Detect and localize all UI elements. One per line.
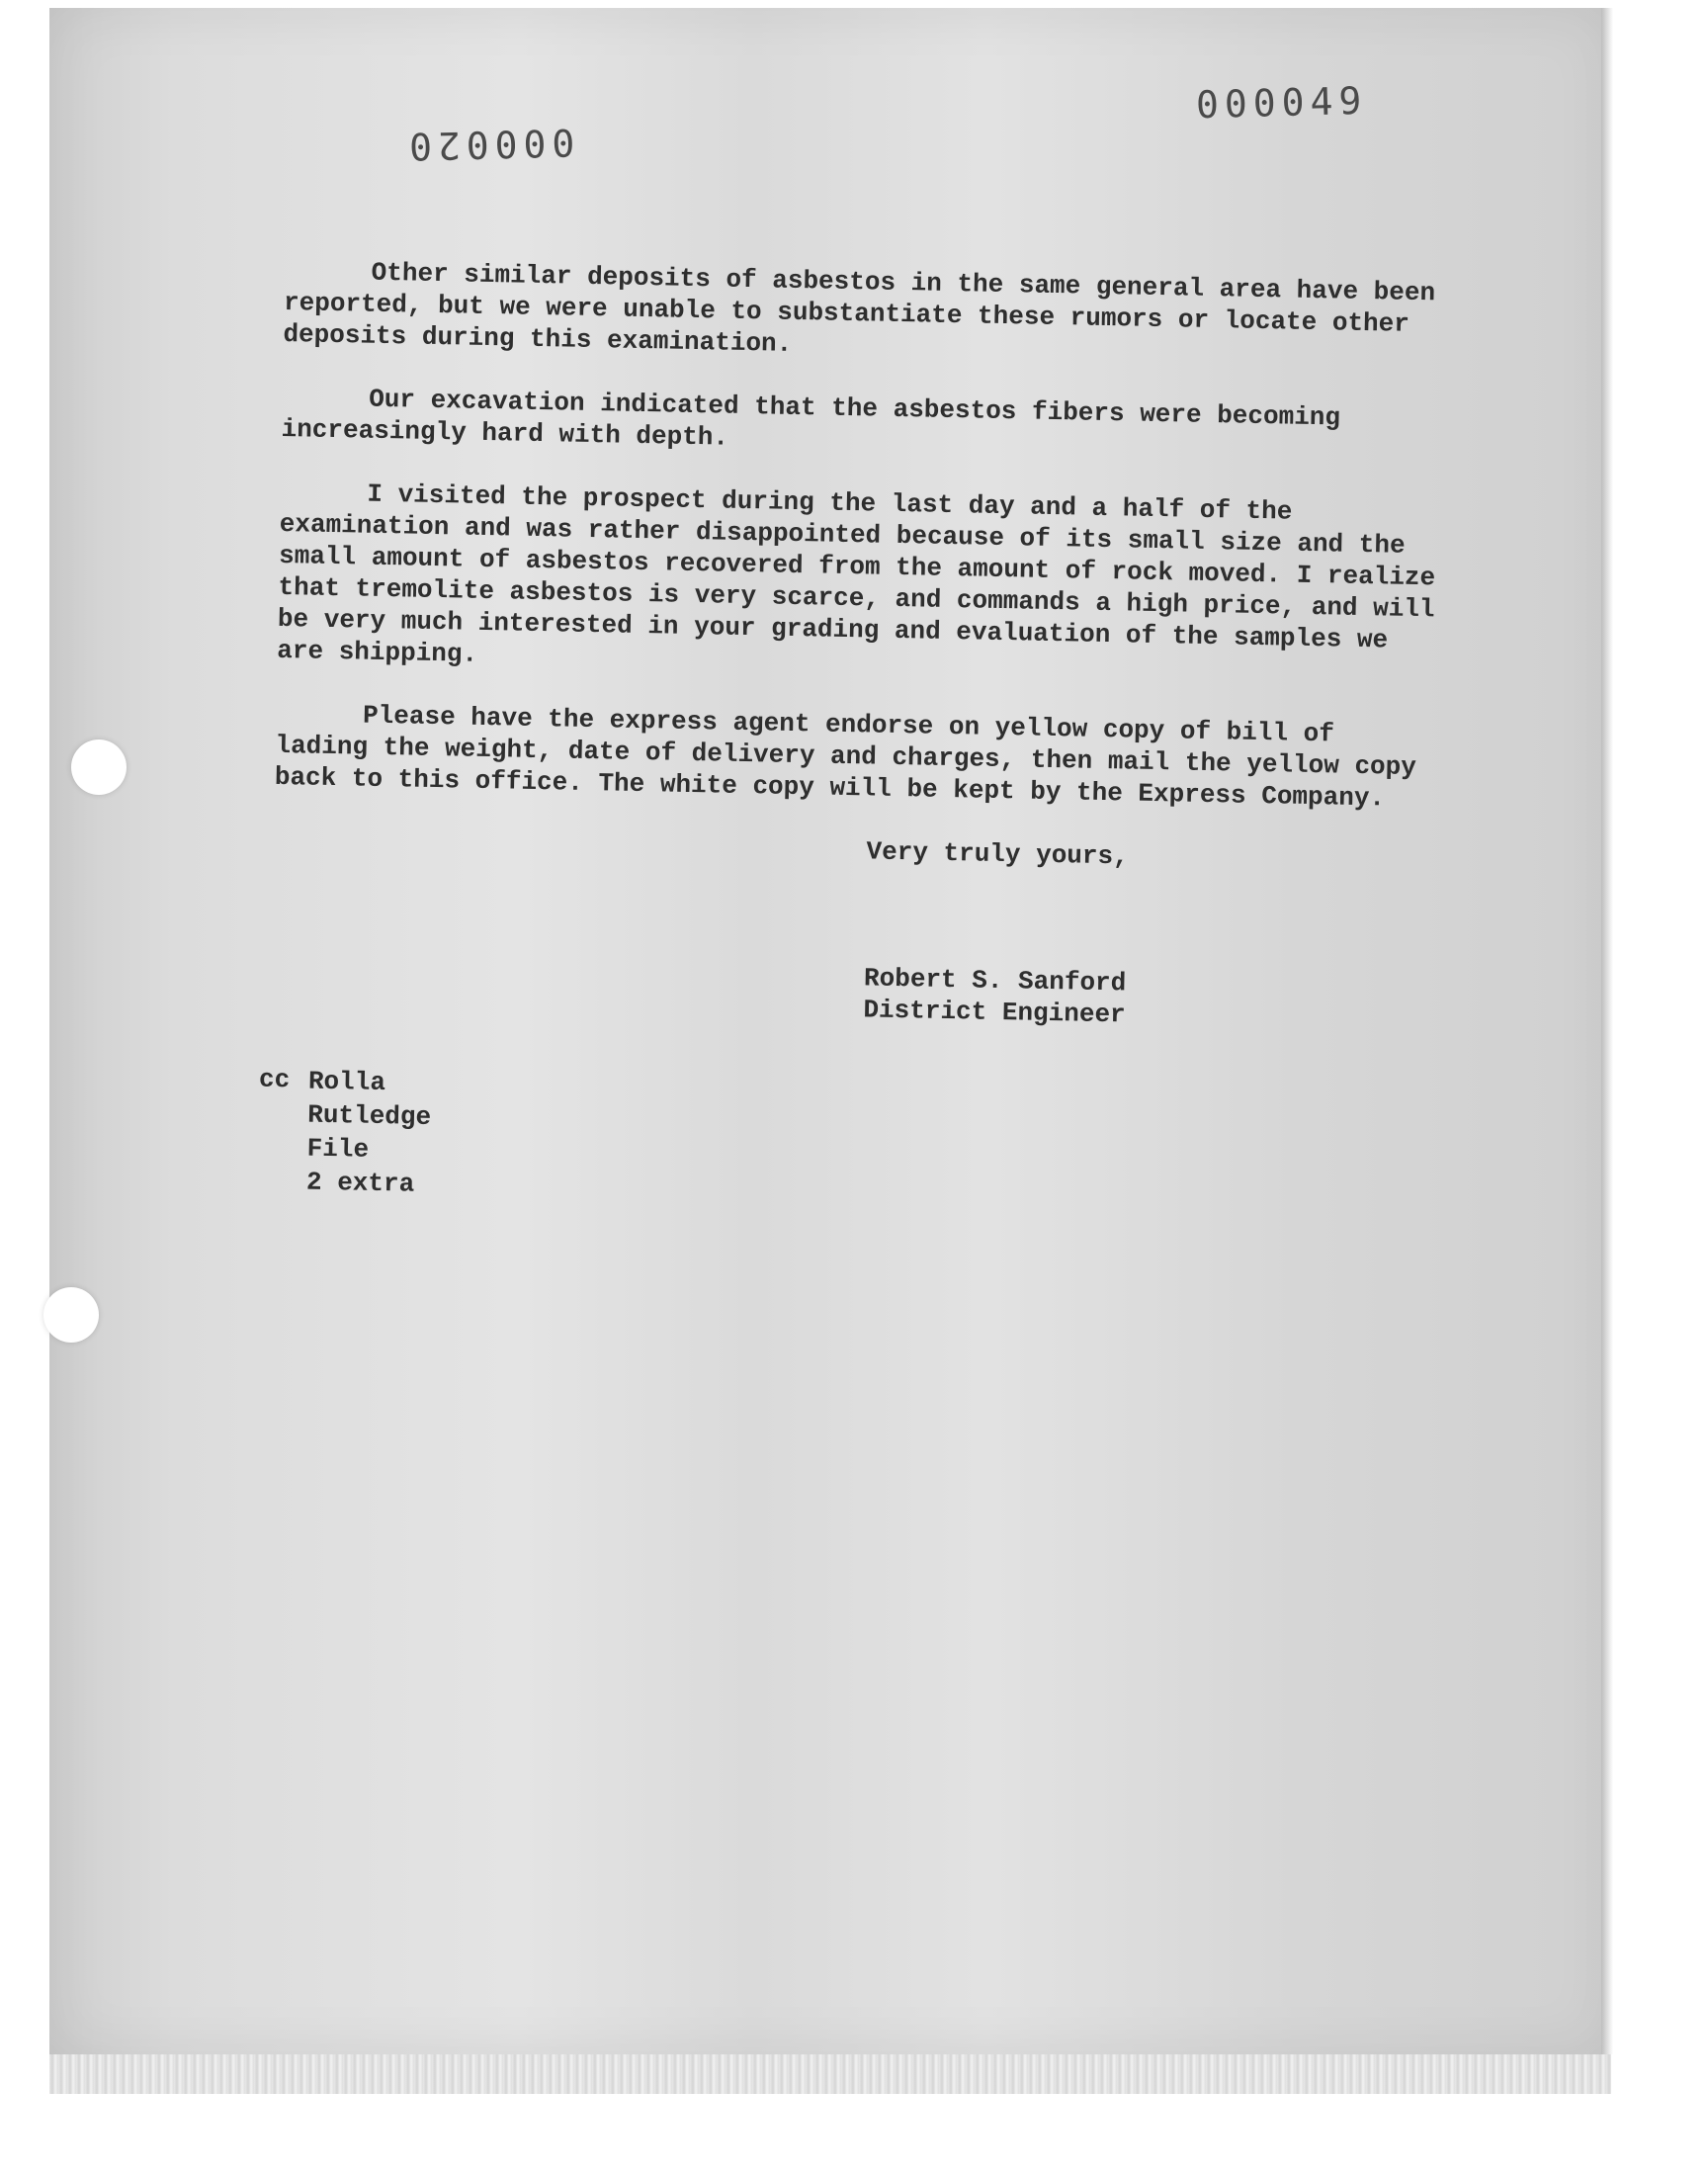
scan-artifact-strip — [49, 2054, 1611, 2094]
cc-recipient: Rutledge — [307, 1099, 432, 1133]
cc-recipient: File — [306, 1133, 370, 1165]
signature-block — [863, 962, 1437, 1036]
cc-recipient: Rolla — [307, 1066, 386, 1098]
cc-recipient: 2 extra — [305, 1167, 415, 1199]
punch-hole-bottom — [43, 1287, 99, 1343]
carbon-copy-block — [257, 1064, 1435, 1221]
signer-title: District Engineer — [863, 995, 1126, 1030]
inverted-page-number-stamp: 000020 — [402, 120, 575, 169]
signer-name: Robert S. Sanford — [863, 963, 1127, 999]
paragraph-prospect-visit: I visited the prospect during the last day and a half of the examination and was rather disappointed because of its small size and the small amount of asbestos recovered from the amount of rock moved. I realize that tremolite asbestos is very scarce, and commands a high price, and will be very much interested in your grading and evaluation of the samples we are shipping. — [277, 478, 1436, 669]
scan-edge — [1601, 8, 1613, 2054]
paragraph-other-deposits: Other similar deposits of asbestos in the same general area have been reported, but we were unable to substantiate these rumors or locate other deposits during this examination. — [283, 257, 1436, 359]
cc-label: cc — [258, 1064, 291, 1095]
page-number-stamp: 000049 — [1195, 78, 1368, 128]
cc-recipient-list — [306, 1065, 432, 1201]
paragraph-excavation: Our excavation indicated that the asbestos fibers were becoming increasingly hard with depth. — [281, 384, 1341, 453]
complimentary-closing: Very truly yours, — [866, 836, 1130, 872]
letter-body — [258, 255, 1451, 1220]
punch-hole-top — [71, 740, 127, 795]
paragraph-express-instructions: Please have the express agent endorse on yellow copy of bill of lading the weight, date of delivery and charges, then mail the yellow copy back to this office. The white copy will be kept by the Express Company. — [274, 700, 1417, 814]
